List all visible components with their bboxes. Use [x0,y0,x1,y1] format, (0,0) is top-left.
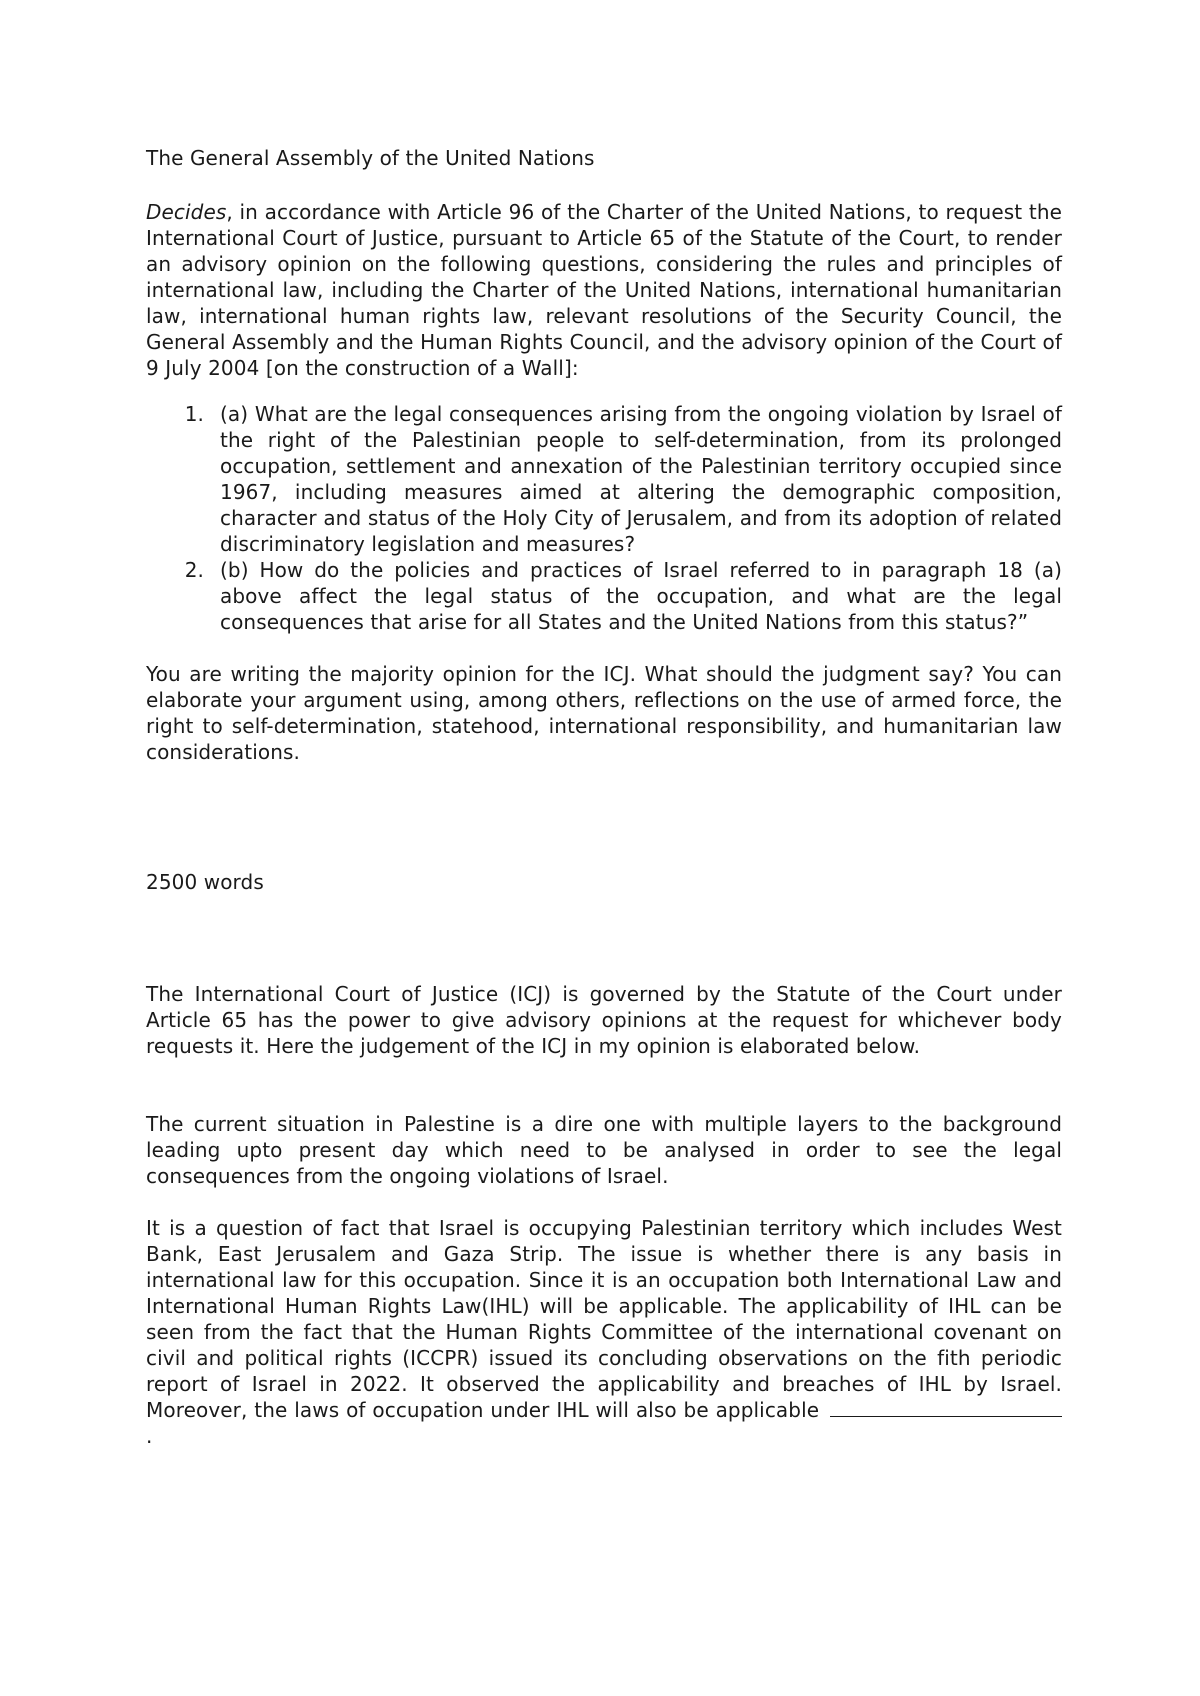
question-number: 2. [184,558,204,582]
fill-in-blank [830,1398,1062,1417]
paragraph-occupation [146,1215,1062,1449]
questions-list [146,401,1062,635]
question-item [146,401,1062,557]
question-text: (b) How do the policies and practices of Israel referred to in paragraph 18 (a) above affect the legal status of the occupation, and what are the legal consequences that arise for all States and the United Nations from this status?” [220,558,1062,634]
task-instructions: You are writing the majority opinion for the ICJ. What should the judgment say? You can elaborate your argument using, among others, reflections on the use of armed force, the right to self-determination, statehood, international responsibility, and humanitarian law considerations. [146,662,1062,764]
question-number: 1. [184,402,204,426]
paragraph-occupation-end: . [146,1424,153,1448]
resolution-intro [146,199,1062,381]
paragraph-occupation-text: It is a question of fact that Israel is occupying Palestinian territory which includes West Bank, East Jerusalem and Gaza Strip. The issue is whether there is any basis in international law for this occupation. Since it is an occupation both International Law and International Human Rights Law(IHL) will be applicable. The applicability of IHL can be seen from the fact that the Human Rights Committee of the international covenant on civil and political rights (ICCPR) issued its concluding observations on the fith periodic report of Israel in 2022. It observed the applicability and breaches of IHL by Israel. Moreover, the laws of occupation under IHL will also be applicable [146,1216,1062,1422]
question-text: (a) What are the legal consequences arising from the ongoing violation by Israel of the right of the Palestinian people to self-determination, from its prolonged occupation, settlement and annexation of the Palestinian territory occupied since 1967, including measures aimed at altering the demographic composition, character and status of the Holy City of Jerusalem, and from its adoption of related discriminatory legislation and measures? [220,402,1062,556]
word-count: 2500 words [146,870,264,894]
resolution-intro-body: , in accordance with Article 96 of the Charter of the United Nations, to request the International Court of Justice, pursuant to Article 65 of the Statute of the Court, to render an advisory opinion on the following questions, considering the rules and principles of international law, including the Charter of the United Nations, international humanitarian law, international human rights law, relevant resolutions of the Security Council, the General Assembly and the Human Rights Council, and the advisory opinion of the Court of 9 July 2004 [on the construction of a Wall]: [146,200,1062,380]
paragraph-situation: The current situation in Palestine is a dire one with multiple layers to the background leading upto present day which need to be analysed in order to see the legal consequences from the ongoing violations of Israel. [146,1112,1062,1188]
question-item [146,557,1062,635]
decides-keyword: Decides [146,200,227,224]
document-heading: The General Assembly of the United Nations [146,146,595,170]
paragraph-icj: The International Court of Justice (ICJ) is governed by the Statute of the Court under Article 65 has the power to give advisory opinions at the request for whichever body requests it. Here the judgement of the ICJ in my opinion is elaborated below. [146,982,1062,1058]
